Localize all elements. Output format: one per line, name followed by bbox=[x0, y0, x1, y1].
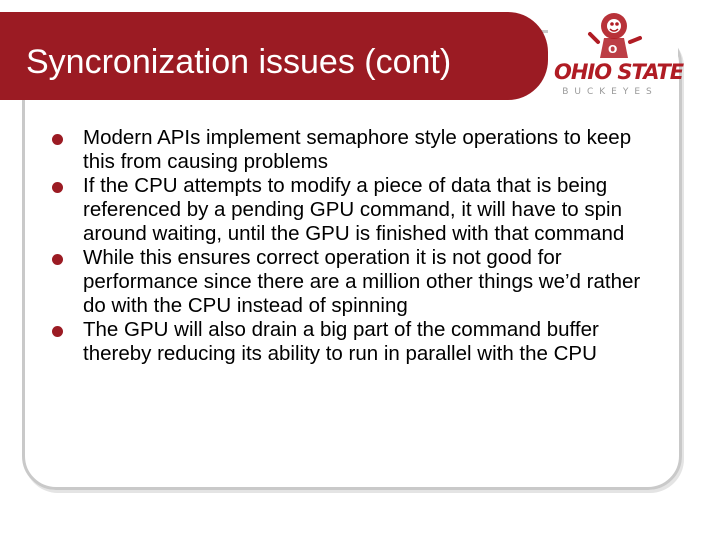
bullet-item bbox=[52, 318, 660, 366]
bullet-text: While this ensures correct operation it is not good for performance since there are a million other things we’d rather do with the CPU instead of spinning bbox=[83, 246, 641, 317]
slide-title: Syncronization issues (cont) bbox=[26, 43, 452, 81]
bullet-dot-icon bbox=[52, 254, 63, 265]
bullet-list bbox=[52, 126, 660, 366]
bullet-item bbox=[52, 174, 660, 246]
bullet-dot-icon bbox=[52, 134, 63, 145]
brutus-mascot-icon bbox=[548, 8, 678, 68]
bullet-dot-icon bbox=[52, 326, 63, 337]
ohio-state-logo bbox=[548, 8, 684, 104]
bullet-text: The GPU will also drain a big part of the command buffer thereby reducing its ability to run in parallel with the CPU bbox=[83, 318, 599, 365]
bullet-text: Modern APIs implement semaphore style operations to keep this from causing problems bbox=[83, 126, 632, 173]
bullet-item bbox=[52, 246, 660, 318]
bullet-dot-icon bbox=[52, 182, 63, 193]
bullet-text: If the CPU attempts to modify a piece of data that is being referenced by a pending GPU command, it will have to spin around waiting, until the GPU is finished with that command bbox=[83, 174, 625, 245]
bullet-item bbox=[52, 126, 660, 174]
svg-text:O: O bbox=[608, 43, 618, 56]
logo-subtext: BUCKEYES bbox=[562, 87, 658, 97]
title-banner bbox=[0, 12, 548, 100]
logo-wordmark: OHIO STATE bbox=[554, 60, 684, 84]
